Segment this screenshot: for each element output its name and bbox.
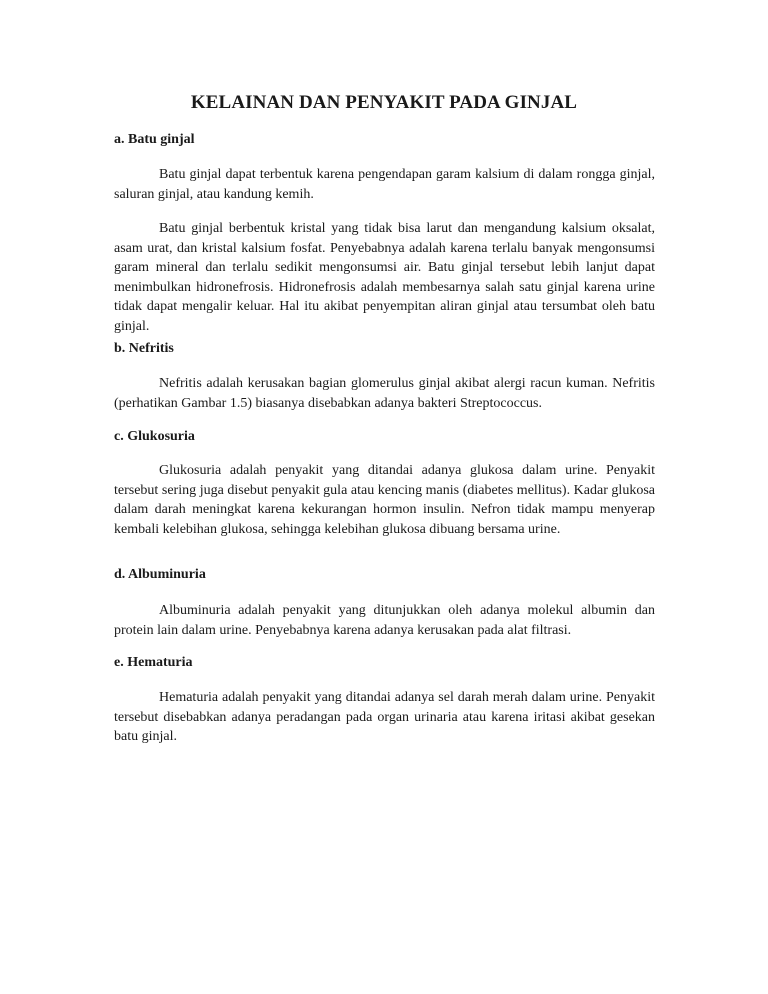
section-heading-nefritis: b. Nefritis [114, 341, 174, 356]
paragraph-batu-ginjal-1: Batu ginjal dapat terbentuk karena pengendapan garam kalsium di dalam rongga ginjal, saluran ginjal, atau kandung kemih. [114, 167, 655, 202]
paragraph-nefritis: Nefritis adalah kerusakan bagian glomerulus ginjal akibat alergi racun kuman. Nefritis (perhatikan Gambar 1.5) biasanya disebabkan adanya bakteri Streptococcus. [114, 376, 655, 411]
section-heading-hematuria: e. Hematuria [114, 655, 193, 670]
paragraph-batu-ginjal-2: Batu ginjal berbentuk kristal yang tidak bisa larut dan mengandung kalsium oksalat, asam urat, dan kristal kalsium fosfat. Penyebabnya adalah karena terlalu banyak mengonsumsi garam mineral dan terlalu sedikit mengonsumsi air. Batu ginjal tersebut lebih lanjut dapat menimbulkan hidronefrosis. Hidronefrosis adalah membesarnya salah satu ginjal karena urine tidak dapat mengalir keluar. Hal itu akibat penyempitan aliran ginjal atau tersumbat oleh batu ginjal. [114, 221, 655, 334]
paragraph-hematuria: Hematuria adalah penyakit yang ditandai adanya sel darah merah dalam urine. Penyakit tersebut disebabkan adanya peradangan pada organ urinaria atau karena iritasi akibat gesekan batu ginjal. [114, 690, 655, 745]
section-heading-albuminuria: d. Albuminuria [114, 567, 206, 582]
paragraph-glukosuria: Glukosuria adalah penyakit yang ditandai adanya glukosa dalam urine. Penyakit tersebut sering juga disebut penyakit gula atau kencing manis (diabetes mellitus). Kadar glukosa dalam darah meningkat karena kekurangan hormon insulin. Nefron tidak mampu menyerap kembali kelebihan glukosa, sehingga kelebihan glukosa dibuang bersama urine. [114, 463, 655, 537]
page-title: KELAINAN DAN PENYAKIT PADA GINJAL [190, 92, 578, 113]
section-heading-batu-ginjal: a. Batu ginjal [114, 132, 195, 147]
section-heading-glukosuria: c. Glukosuria [114, 429, 195, 444]
paragraph-albuminuria: Albuminuria adalah penyakit yang ditunjukkan oleh adanya molekul albumin dan protein lain dalam urine. Penyebabnya karena adanya kerusakan pada alat filtrasi. [114, 603, 655, 638]
